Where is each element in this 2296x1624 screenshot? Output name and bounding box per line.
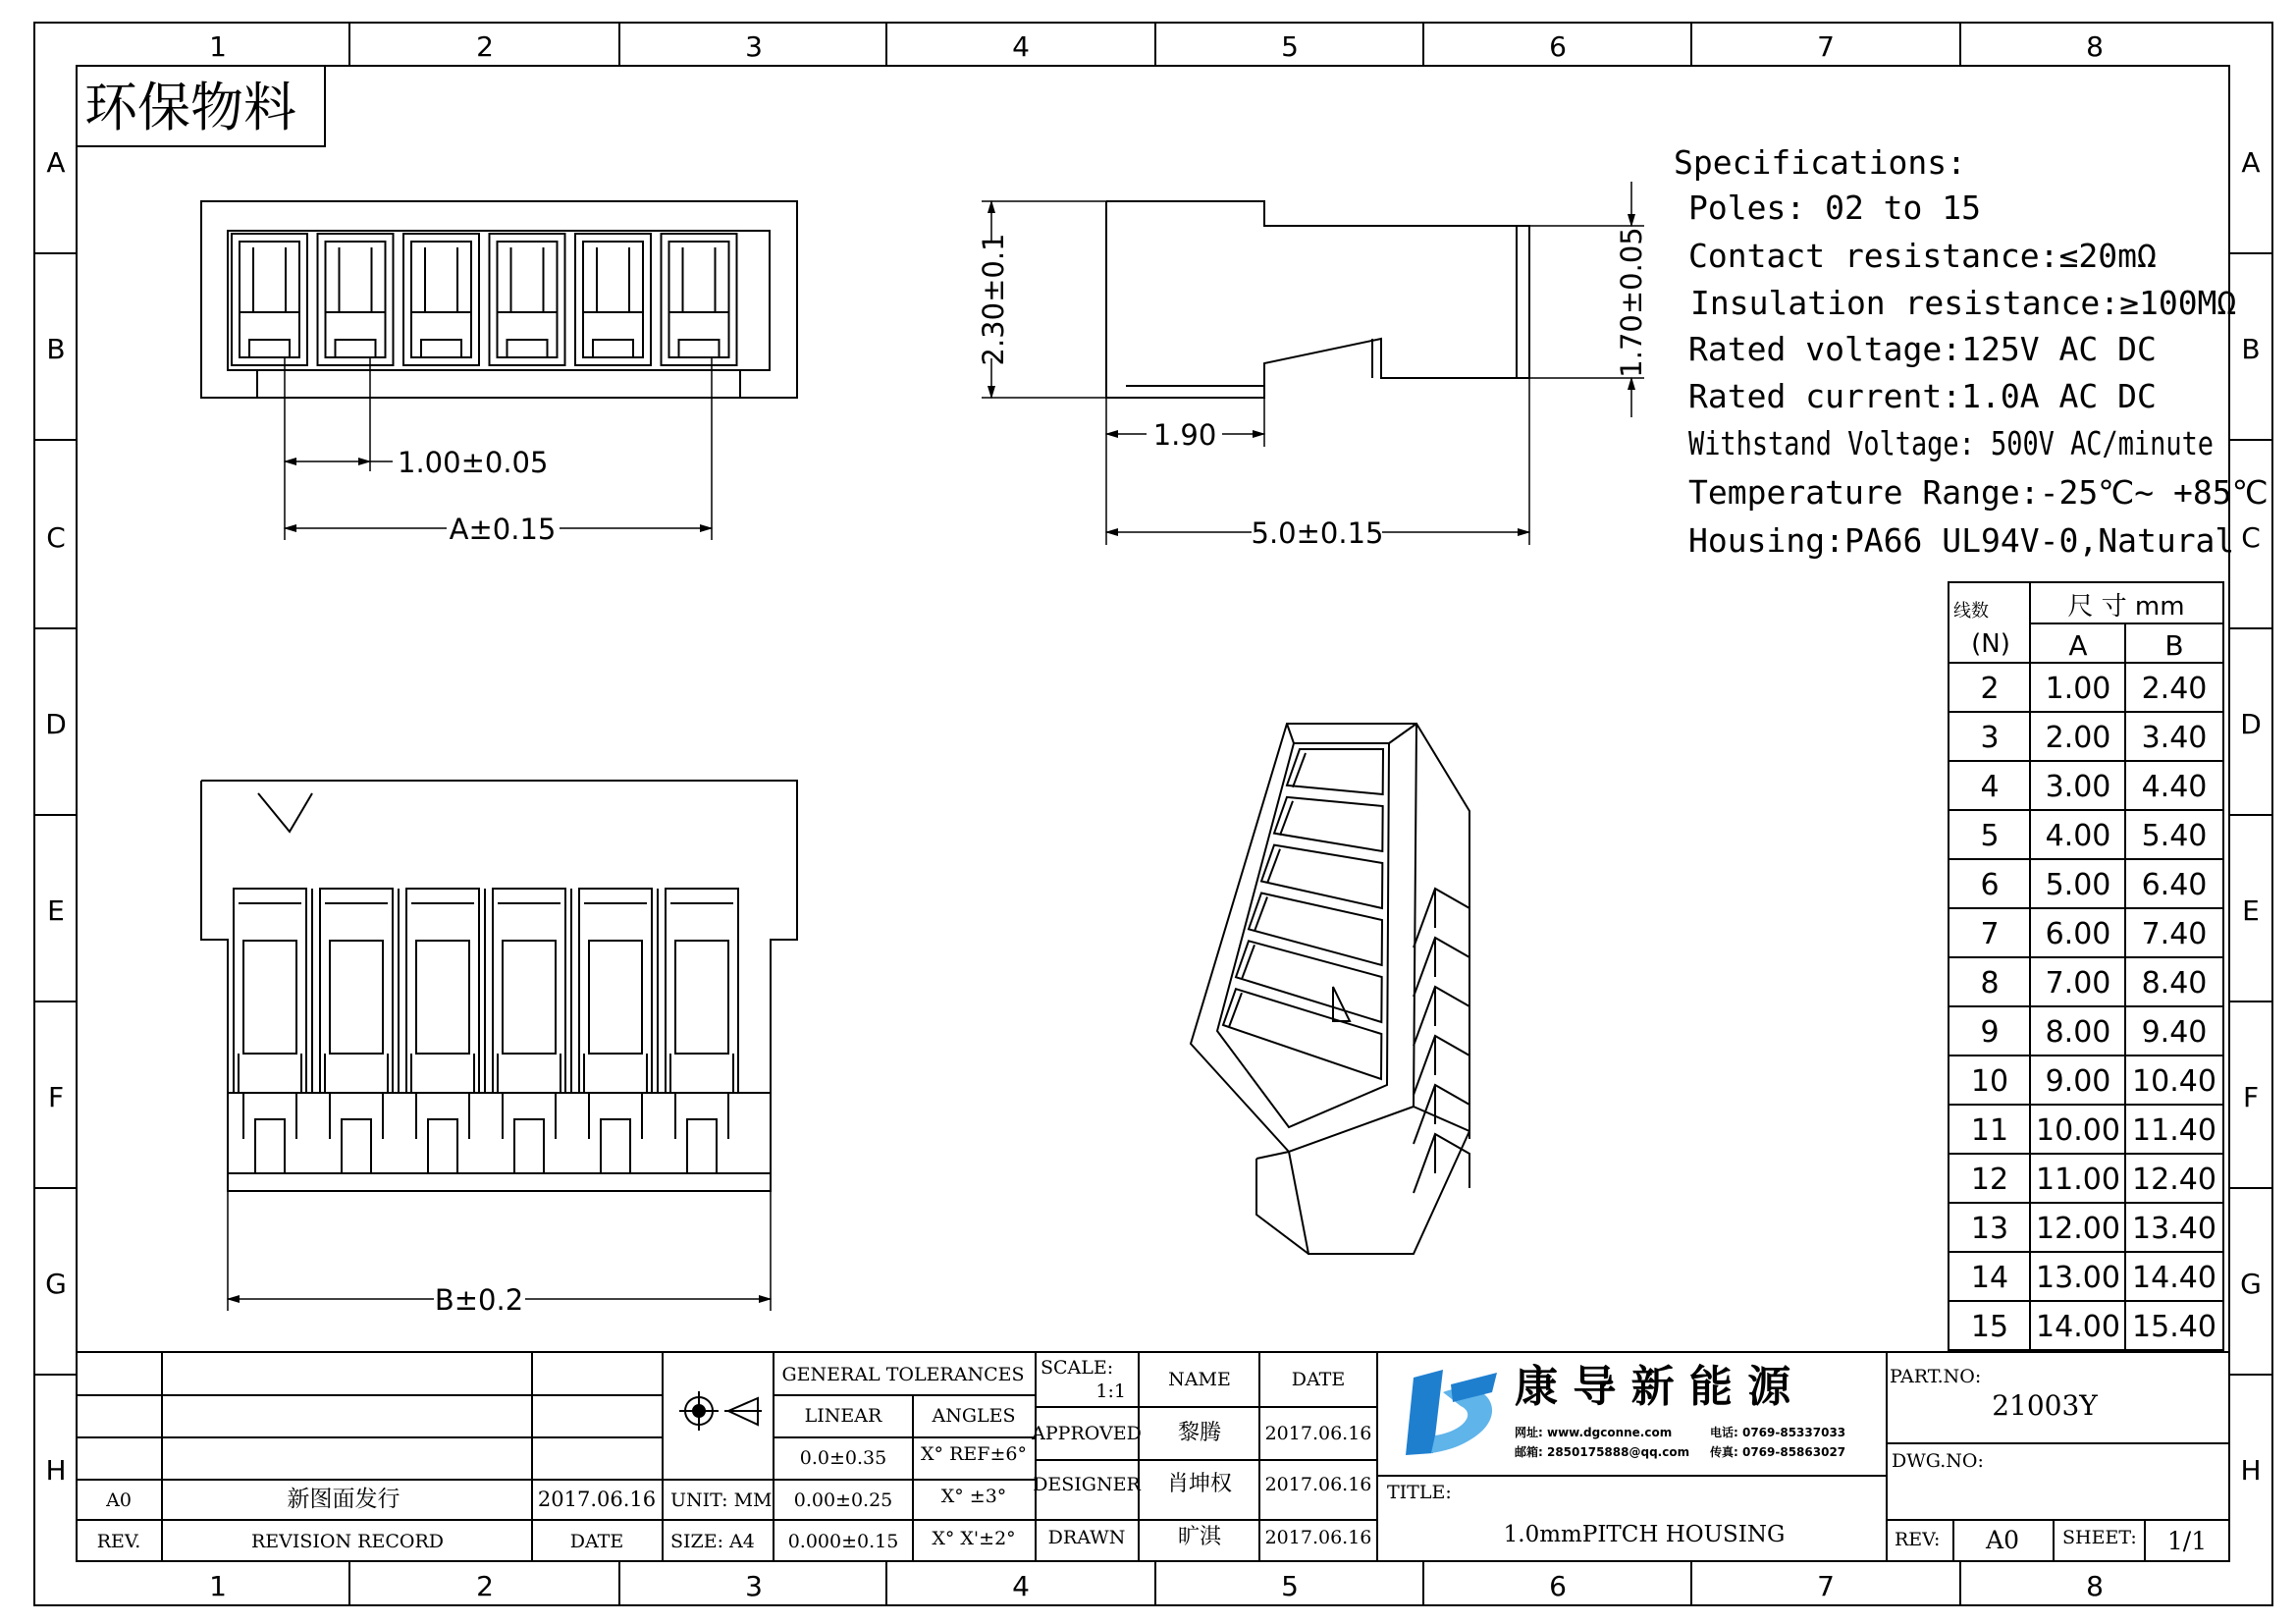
zone-left-h: H <box>45 1454 67 1487</box>
zone-right-h: H <box>2240 1454 2262 1487</box>
company-logo <box>1406 1370 1497 1455</box>
company-email: 邮箱: 2850175888@qq.com <box>1515 1445 1690 1459</box>
top-view-slot <box>406 889 485 1173</box>
dim-body-height: 1.70±0.05 <box>1615 227 1648 378</box>
tol-angles: ANGLES <box>932 1405 1016 1427</box>
rev-a0: A0 <box>106 1489 132 1511</box>
size-table-count-cell: 12 <box>1970 1163 2009 1197</box>
side-view-dims <box>982 182 1644 545</box>
front-cavity <box>403 234 479 365</box>
size-table-count-cell: 2 <box>1980 672 2000 706</box>
top-view-slot <box>579 889 658 1173</box>
zone-top-2: 2 <box>476 30 494 63</box>
size-table-b-cell: 12.40 <box>2132 1163 2216 1197</box>
front-view <box>201 201 797 398</box>
size-table-b-cell: 3.40 <box>2141 721 2208 755</box>
zone-bottom-1: 1 <box>209 1570 227 1602</box>
spec-housing: Housing:PA66 UL94V-0,Natural <box>1688 521 2235 560</box>
unit-label: UNIT: MM <box>670 1489 773 1511</box>
size-table-a-cell: 11.00 <box>2036 1163 2120 1197</box>
size-table-a-cell: 12.00 <box>2036 1212 2120 1246</box>
size-table-count-cell: 11 <box>1970 1113 2009 1148</box>
iso-fin <box>1414 1036 1469 1095</box>
size-table-count-header: 线数 <box>1953 601 1989 622</box>
sheet-value: 1/1 <box>2166 1527 2208 1555</box>
iso-cavity <box>1261 845 1382 908</box>
tol-linear-3: 0.000±0.15 <box>787 1531 899 1552</box>
zone-bottom-6: 6 <box>1549 1570 1567 1602</box>
zone-right-c: C <box>2241 521 2261 554</box>
front-cavity <box>662 234 737 365</box>
size-table-b-cell: 14.40 <box>2132 1261 2216 1295</box>
sheet-label: SHEET: <box>2062 1527 2137 1548</box>
zone-top-3: 3 <box>745 30 763 63</box>
size-table-a-cell: 7.00 <box>2045 966 2111 1001</box>
tol-angle-1: X° REF±6° <box>921 1443 1027 1465</box>
dim-b: B±0.2 <box>434 1283 524 1317</box>
eco-stamp-text: 环保物料 <box>84 77 296 138</box>
iso-fin <box>1414 987 1469 1046</box>
zone-bottom-5: 5 <box>1281 1570 1299 1602</box>
iso-cavity <box>1236 941 1382 1022</box>
dim-step: 1.90 <box>1152 418 1217 452</box>
zone-bottom-4: 4 <box>1012 1570 1030 1602</box>
spec-rated-current: Rated current:1.0A AC DC <box>1688 377 2157 415</box>
title-value: 1.0mmPITCH HOUSING <box>1503 1522 1786 1547</box>
specifications <box>1674 143 2269 560</box>
zone-left-c: C <box>46 521 66 554</box>
front-cavity <box>318 234 394 365</box>
top-view <box>201 781 797 1191</box>
size-table-a-header: A <box>2068 629 2088 662</box>
drawn-date: 2017.06.16 <box>1264 1527 1372 1548</box>
designer-date: 2017.06.16 <box>1264 1474 1372 1495</box>
spec-poles: Poles: 02 to 15 <box>1688 189 1982 227</box>
size-table-count-cell: 13 <box>1970 1212 2009 1246</box>
size-table-a-cell: 8.00 <box>2045 1015 2111 1050</box>
iso-fin <box>1414 889 1469 947</box>
zone-right-d: D <box>2240 708 2262 740</box>
designer-name: 肖坤权 <box>1166 1472 1233 1496</box>
size-table <box>1949 582 2223 1350</box>
zone-top-6: 6 <box>1549 30 1567 63</box>
zone-top-1: 1 <box>209 30 227 63</box>
front-cavity <box>490 234 565 365</box>
size-table-count-cell: 6 <box>1980 868 2000 902</box>
zone-right-b: B <box>2241 333 2261 365</box>
tol-title: GENERAL TOLERANCES <box>781 1364 1025 1385</box>
rev-record: 新图面发行 <box>287 1487 400 1512</box>
size-table-b-cell: 6.40 <box>2141 868 2208 902</box>
zone-top-5: 5 <box>1281 30 1299 63</box>
size-table-b-cell: 10.40 <box>2132 1064 2216 1099</box>
zone-bottom-7: 7 <box>1817 1570 1835 1602</box>
size-table-b-cell: 8.40 <box>2141 966 2208 1001</box>
approved-role: APPROVED <box>1032 1423 1142 1444</box>
size-table-a-cell: 13.00 <box>2036 1261 2120 1295</box>
col-name: NAME <box>1168 1369 1231 1390</box>
spec-contact-resistance: Contact resistance:≤20mΩ <box>1688 237 2157 275</box>
size-table-count-cell: 3 <box>1980 721 2000 755</box>
zone-left-a: A <box>46 146 66 179</box>
front-cavity <box>575 234 651 365</box>
iso-cavity <box>1223 989 1381 1079</box>
iso-cavity <box>1274 797 1383 851</box>
zone-top-7: 7 <box>1817 30 1835 63</box>
top-view-slot <box>234 889 312 1173</box>
rev-header-record: REVISION RECORD <box>251 1531 444 1552</box>
size-table-a-cell: 6.00 <box>2045 917 2111 951</box>
spec-rated-voltage: Rated voltage:125V AC DC <box>1688 330 2157 368</box>
side-view <box>1106 201 1529 398</box>
col-date: DATE <box>1291 1369 1346 1390</box>
size-table-b-cell: 11.40 <box>2132 1113 2216 1148</box>
zone-left-g: G <box>45 1268 67 1300</box>
size-table-a-cell: 1.00 <box>2045 672 2111 706</box>
dwg-label: DWG.NO: <box>1892 1450 1984 1472</box>
drawn-role: DRAWN <box>1047 1527 1126 1548</box>
size-table-count-cell: 10 <box>1970 1064 2009 1099</box>
tol-linear-2: 0.00±0.25 <box>793 1489 893 1511</box>
zone-bottom-8: 8 <box>2086 1570 2104 1602</box>
designer-role: DESIGNER <box>1033 1474 1141 1495</box>
size-table-b-cell: 9.40 <box>2141 1015 2208 1050</box>
tol-linear-1: 0.0±0.35 <box>799 1447 887 1469</box>
approved-name: 黎腾 <box>1177 1421 1222 1445</box>
approved-date: 2017.06.16 <box>1264 1423 1372 1444</box>
size-table-b-header: B <box>2164 629 2184 662</box>
zone-bottom-3: 3 <box>745 1570 763 1602</box>
dim-pitch: 1.00±0.05 <box>398 446 549 479</box>
top-view-slot <box>320 889 399 1173</box>
size-table-n-header: (N) <box>1971 629 2010 659</box>
size-table-a-cell: 4.00 <box>2045 819 2111 853</box>
front-cavity <box>232 234 307 365</box>
eco-stamp <box>77 66 325 146</box>
dim-height: 2.30±0.1 <box>977 233 1010 366</box>
zone-right-g: G <box>2240 1268 2262 1300</box>
company-phone: 电话: 0769-85337033 <box>1710 1426 1846 1439</box>
rev-header-date: DATE <box>569 1531 624 1552</box>
zone-left-e: E <box>47 894 65 927</box>
iso-cavity <box>1287 749 1383 794</box>
size-table-count-cell: 5 <box>1980 819 2000 853</box>
zone-bottom-2: 2 <box>476 1570 494 1602</box>
part-value: 21003Y <box>1992 1389 2098 1422</box>
size-table-a-cell: 5.00 <box>2045 868 2111 902</box>
size-table-a-cell: 2.00 <box>2045 721 2111 755</box>
size-table-count-cell: 9 <box>1980 1015 2000 1050</box>
spec-withstand-voltage: Withstand Voltage: 500V AC/minute <box>1688 424 2214 462</box>
spec-title: Specifications: <box>1674 143 1967 182</box>
size-table-count-cell: 7 <box>1980 917 2000 951</box>
size-table-count-cell: 8 <box>1980 966 2000 1001</box>
size-table-size-header: 尺 寸 mm <box>2067 592 2185 622</box>
dim-depth: 5.0±0.15 <box>1251 516 1384 550</box>
zone-top-4: 4 <box>1012 30 1030 63</box>
rev-header-rev: REV. <box>96 1531 141 1552</box>
scale-value: 1:1 <box>1095 1380 1126 1402</box>
company-website: 网址: www.dgconne.com <box>1515 1426 1673 1439</box>
size-label: SIZE: A4 <box>670 1531 755 1552</box>
size-table-b-cell: 7.40 <box>2141 917 2208 951</box>
zone-left-b: B <box>46 333 66 365</box>
spec-insulation-resistance: Insulation resistance:≥100MΩ <box>1690 284 2237 322</box>
rev-date: 2017.06.16 <box>537 1488 657 1511</box>
iso-fin <box>1414 938 1469 997</box>
isometric-view <box>1191 724 1469 1254</box>
size-table-count-cell: 14 <box>1970 1261 2009 1295</box>
part-label: PART.NO: <box>1890 1366 1982 1387</box>
company-fax: 传真: 0769-85863027 <box>1710 1445 1846 1459</box>
size-table-b-cell: 15.40 <box>2132 1310 2216 1344</box>
title-label: TITLE: <box>1387 1482 1452 1503</box>
zone-top-8: 8 <box>2086 30 2104 63</box>
zone-left-f: F <box>47 1081 65 1113</box>
size-table-a-cell: 14.00 <box>2036 1310 2120 1344</box>
size-table-b-cell: 2.40 <box>2141 672 2208 706</box>
size-table-b-cell: 5.40 <box>2141 819 2208 853</box>
size-table-b-cell: 13.40 <box>2132 1212 2216 1246</box>
size-table-count-cell: 4 <box>1980 770 2000 804</box>
company-name: 康 导 新 能 源 <box>1515 1362 1791 1412</box>
top-view-slot <box>493 889 571 1173</box>
dim-a: A±0.15 <box>449 513 557 546</box>
tol-angle-2: X° ±3° <box>940 1486 1007 1507</box>
tol-angle-3: X° X'±2° <box>932 1528 1016 1549</box>
zone-left-d: D <box>45 708 67 740</box>
iso-fin <box>1414 1085 1469 1144</box>
zone-right-e: E <box>2242 894 2260 927</box>
size-table-a-cell: 3.00 <box>2045 770 2111 804</box>
drawn-name: 旷淇 <box>1177 1525 1222 1549</box>
top-view-slot <box>666 889 738 1173</box>
projection-symbol-icon <box>679 1391 762 1431</box>
zone-right-a: A <box>2241 146 2261 179</box>
size-table-count-cell: 15 <box>1970 1310 2009 1344</box>
tol-linear: LINEAR <box>804 1405 882 1427</box>
rev-label: REV: <box>1895 1529 1941 1550</box>
zone-right-f: F <box>2242 1081 2260 1113</box>
iso-fin <box>1414 1134 1469 1193</box>
spec-temperature-range: Temperature Range:-25℃~ +85℃ <box>1688 473 2269 512</box>
rev-value: A0 <box>1986 1526 2019 1554</box>
size-table-a-cell: 9.00 <box>2045 1064 2111 1099</box>
size-table-b-cell: 4.40 <box>2141 770 2208 804</box>
scale-label: SCALE: <box>1041 1357 1114 1379</box>
size-table-a-cell: 10.00 <box>2036 1113 2120 1148</box>
